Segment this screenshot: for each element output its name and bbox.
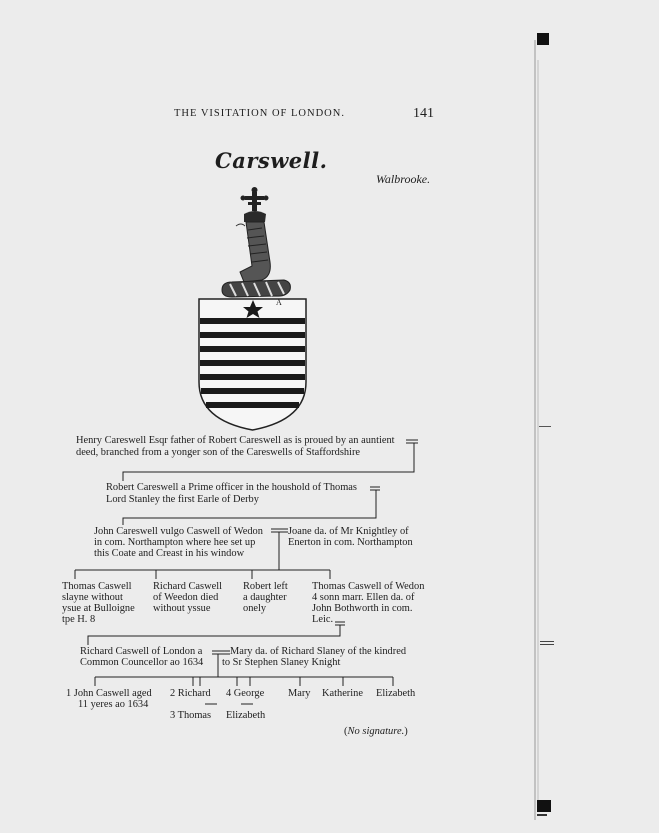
gen4-child4-line4: Leic. [312, 614, 334, 625]
gen3-joane-line2: Enerton in com. Northampton [288, 537, 413, 548]
gen6-elizabeth2: Elizabeth [376, 688, 416, 699]
crest-wreath-icon [222, 280, 290, 297]
gen6-richard: 2 Richard [170, 688, 211, 699]
gen6-john-line1: 1 John Caswell aged [66, 688, 152, 699]
page-number: 141 [413, 106, 434, 121]
gen4-child3-line3: onely [243, 603, 267, 614]
gen5-mary-line1: Mary da. of Richard Slaney of the kindred [230, 646, 407, 657]
family-name: Carswell. [215, 148, 328, 173]
gen4-child3-line1: Robert left [243, 581, 288, 592]
gen4-child2-line1: Richard Caswell [153, 581, 222, 592]
gen4-child1-line4: tpe H. 8 [62, 614, 96, 625]
gen6-george: 4 George [226, 688, 265, 699]
gen4-child1-line2: slayne without [62, 592, 123, 603]
gen6-katherine: Katherine [322, 688, 363, 699]
gen4-child2-line3: without yssue [153, 603, 211, 614]
gen6-mary: Mary [288, 688, 311, 699]
gen4-child4-line3: John Bothworth in com. [312, 603, 413, 614]
gen5-mary-line2: to Sr Stephen Slaney Knight [222, 657, 341, 668]
gen4-child4-line1: Thomas Caswell of Wedon [312, 581, 425, 592]
gen4-child2-line2: of Weedon died [153, 592, 219, 603]
running-title: THE VISITATION OF LONDON. [174, 108, 345, 119]
page-edge-artifacts [535, 33, 554, 820]
gen5-richard-line2: Common Councellor ao 1634 [80, 657, 204, 668]
gen5-richard-line1: Richard Caswell of London a [80, 646, 203, 657]
gen2-line2: Lord Stanley the first Earle of Derby [106, 494, 259, 505]
gen3-john-line2: in com. Northampton where hee set up [94, 537, 256, 548]
gen4-child1-line3: ysue at Bulloigne [62, 603, 135, 614]
gen4-child3-line2: a daughter [243, 592, 287, 603]
crest-label: A [276, 298, 282, 307]
gen4-child4-line2: 4 sonn marr. Ellen da. of [312, 592, 415, 603]
gen6-john-line2: 11 yeres ao 1634 [78, 699, 149, 710]
shield-icon [199, 299, 306, 430]
family-place: Walbrooke. [376, 172, 431, 186]
no-signature-text: No signature. [347, 726, 405, 737]
crest-cross-icon [241, 187, 269, 211]
gen3-john-line3: this Coate and Creast in his window [94, 548, 245, 559]
gen6-elizabeth1: Elizabeth [226, 710, 266, 721]
crest-arm-icon [236, 211, 270, 282]
gen2-line1: Robert Careswell a Prime officer in the houshold of Thomas [106, 482, 357, 493]
gen3-john-line1: John Careswell vulgo Caswell of Wedon [94, 526, 263, 537]
gen4-child1-line1: Thomas Caswell [62, 581, 132, 592]
gen1-line1: Henry Careswell Esqr father of Robert Careswell as is proued by an auntient [76, 435, 395, 446]
gen1-line2: deed, branched from a yonger son of the Careswells of Staffordshire [76, 447, 361, 458]
gen6-thomas: 3 Thomas [170, 710, 212, 721]
no-signature-note: (No signature.) [344, 726, 408, 737]
gen3-joane-line1: Joane da. of Mr Knightley of [288, 526, 409, 537]
